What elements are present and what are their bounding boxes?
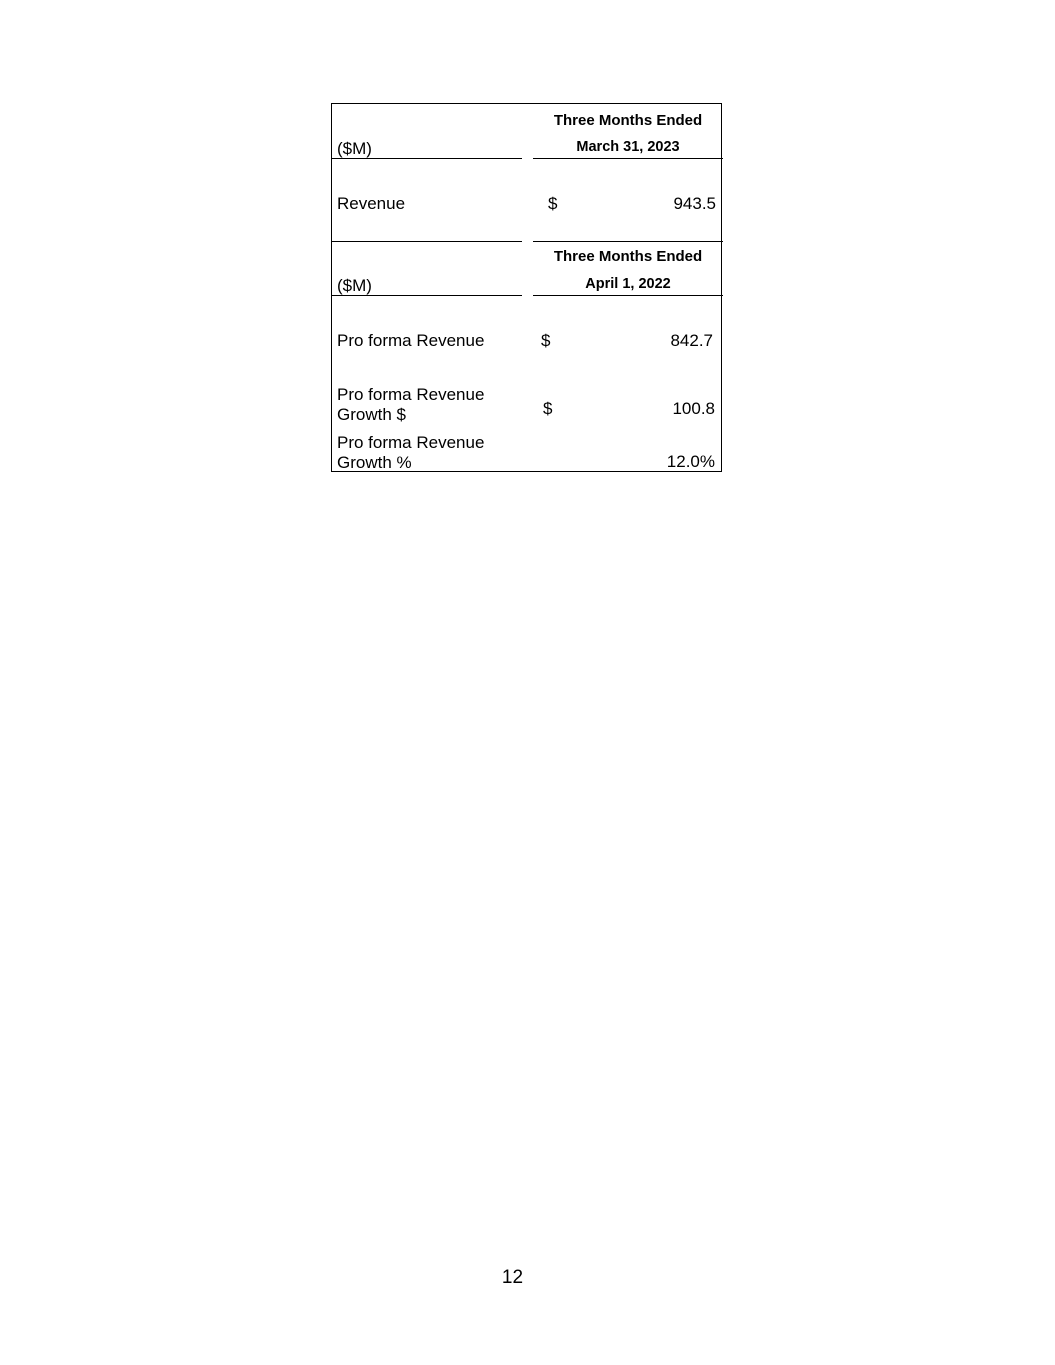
proforma-revenue-value: 842.7 bbox=[670, 331, 713, 350]
section1-header-line1: Three Months Ended bbox=[553, 112, 703, 129]
section1-unit-label: ($M) bbox=[337, 139, 372, 158]
revenue-currency: $ bbox=[548, 194, 558, 213]
header2-rule-right bbox=[533, 295, 723, 296]
proforma-growth-dollar-value: 100.8 bbox=[672, 399, 715, 418]
header2-rule-left bbox=[332, 295, 522, 296]
section2-header-line1: Three Months Ended bbox=[553, 248, 703, 265]
header-rule-right bbox=[533, 158, 723, 159]
proforma-growth-dollar-label: Pro forma Revenue Growth $ bbox=[337, 385, 485, 424]
proforma-growth-dollar-currency: $ bbox=[543, 399, 553, 418]
proforma-growth-pct-label: Pro forma Revenue Growth % bbox=[337, 433, 485, 472]
revenue-label: Revenue bbox=[337, 194, 406, 213]
page-number: 12 bbox=[501, 1267, 524, 1288]
section-rule-right bbox=[533, 241, 723, 242]
section2-header-line2: April 1, 2022 bbox=[585, 276, 671, 292]
header-rule-left bbox=[332, 158, 522, 159]
revenue-value: 943.5 bbox=[673, 194, 716, 213]
proforma-revenue-label: Pro forma Revenue bbox=[337, 331, 485, 350]
revenue-table bbox=[331, 103, 722, 472]
proforma-growth-pct-value: 12.0% bbox=[666, 452, 715, 471]
section2-unit-label: ($M) bbox=[337, 276, 372, 295]
proforma-revenue-currency: $ bbox=[541, 331, 551, 350]
section1-header-line2: March 31, 2023 bbox=[576, 139, 680, 155]
section-rule-left bbox=[332, 241, 522, 242]
